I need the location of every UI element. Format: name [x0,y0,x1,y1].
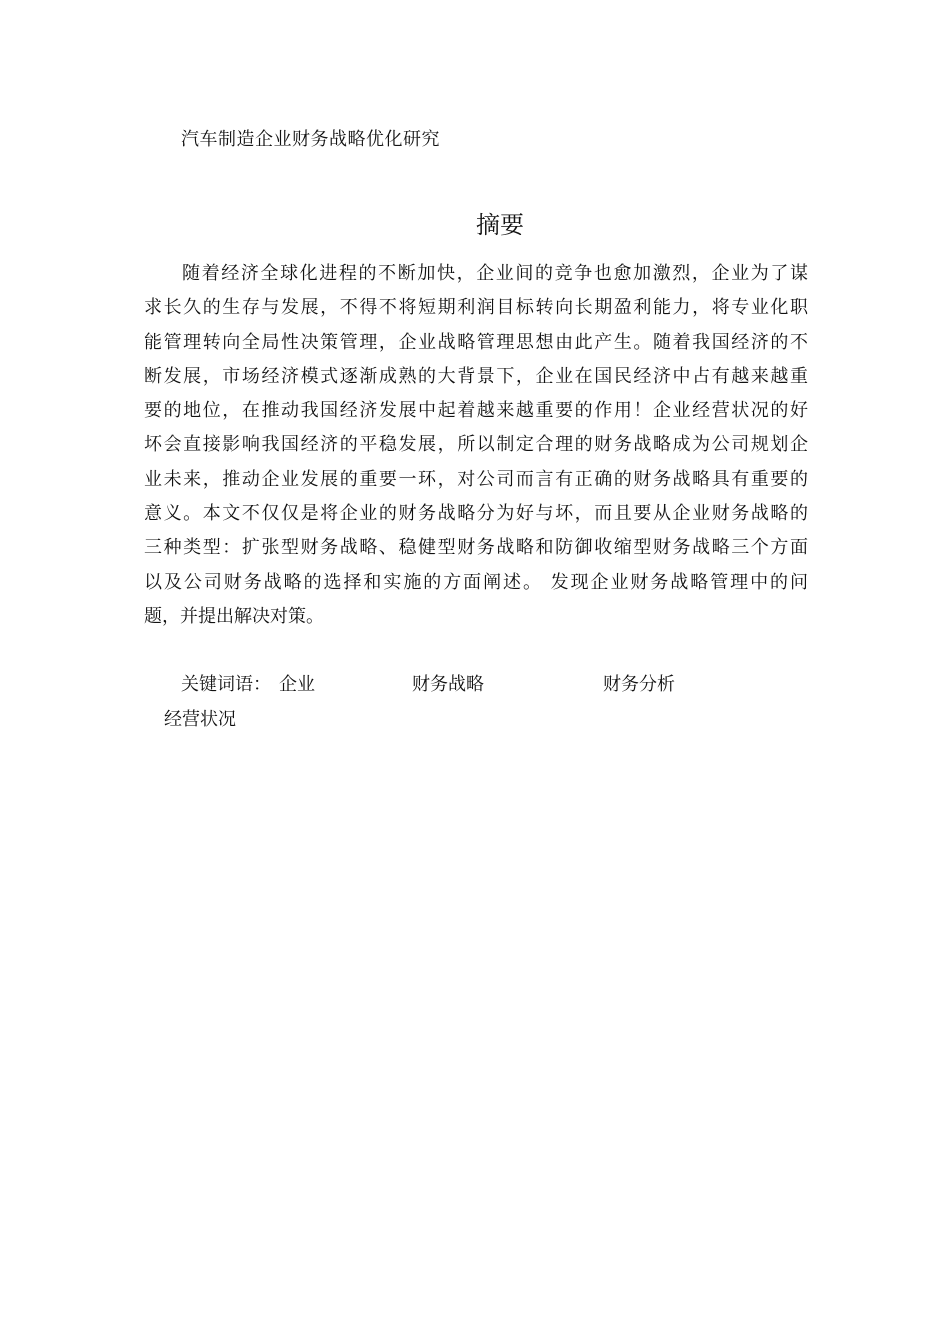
abstract-body [144,257,808,667]
abstract-line: 要的地位，在推动我国经济发展中起着越来越重要的作用！企业经营状况的好 [144,400,808,422]
abstract-line: 三种类型：扩张型财务战略、稳健型财务战略和防御收缩型财务战略三个方面 [144,537,808,559]
abstract-line: 以及公司财务战略的选择和实施的方面阐述。 发现企业财务战略管理中的问 [144,571,808,593]
document-header-title: 汽车制造企业财务战略优化研究 [181,129,440,150]
abstract-line: 断发展，市场经济模式逐渐成熟的大背景下，企业在国民经济中占有越来越重 [144,365,808,387]
abstract-line: 意义。本文不仅仅是将企业的财务战略分为好与坏，而且要从企业财务战略的 [144,503,808,525]
keyword-item: 财务分析 [603,674,675,695]
keywords-row [181,670,801,700]
abstract-line: 坏会直接影响我国经济的平稳发展，所以制定合理的财务战略成为公司规划企 [144,434,808,456]
keyword-item: 财务战略 [412,674,484,695]
abstract-line: 能管理转向全局性决策管理，企业战略管理思想由此产生。随着我国经济的不 [144,331,808,353]
abstract-line: 求长久的生存与发展，不得不将短期利润目标转向长期盈利能力，将专业化职 [144,297,808,319]
abstract-line: 题，并提出解决对策。 [144,605,324,627]
abstract-line: 业未来，推动企业发展的重要一环，对公司而言有正确的财务战略具有重要的 [144,468,808,490]
keywords-label: 关键词语： [181,674,271,695]
abstract-heading: 摘要 [476,211,524,239]
abstract-line: 随着经济全球化进程的不断加快，企业间的竞争也愈加激烈，企业为了谋 [182,263,808,284]
keyword-item: 企业 [279,674,315,695]
keyword-item: 经营状况 [164,709,236,730]
